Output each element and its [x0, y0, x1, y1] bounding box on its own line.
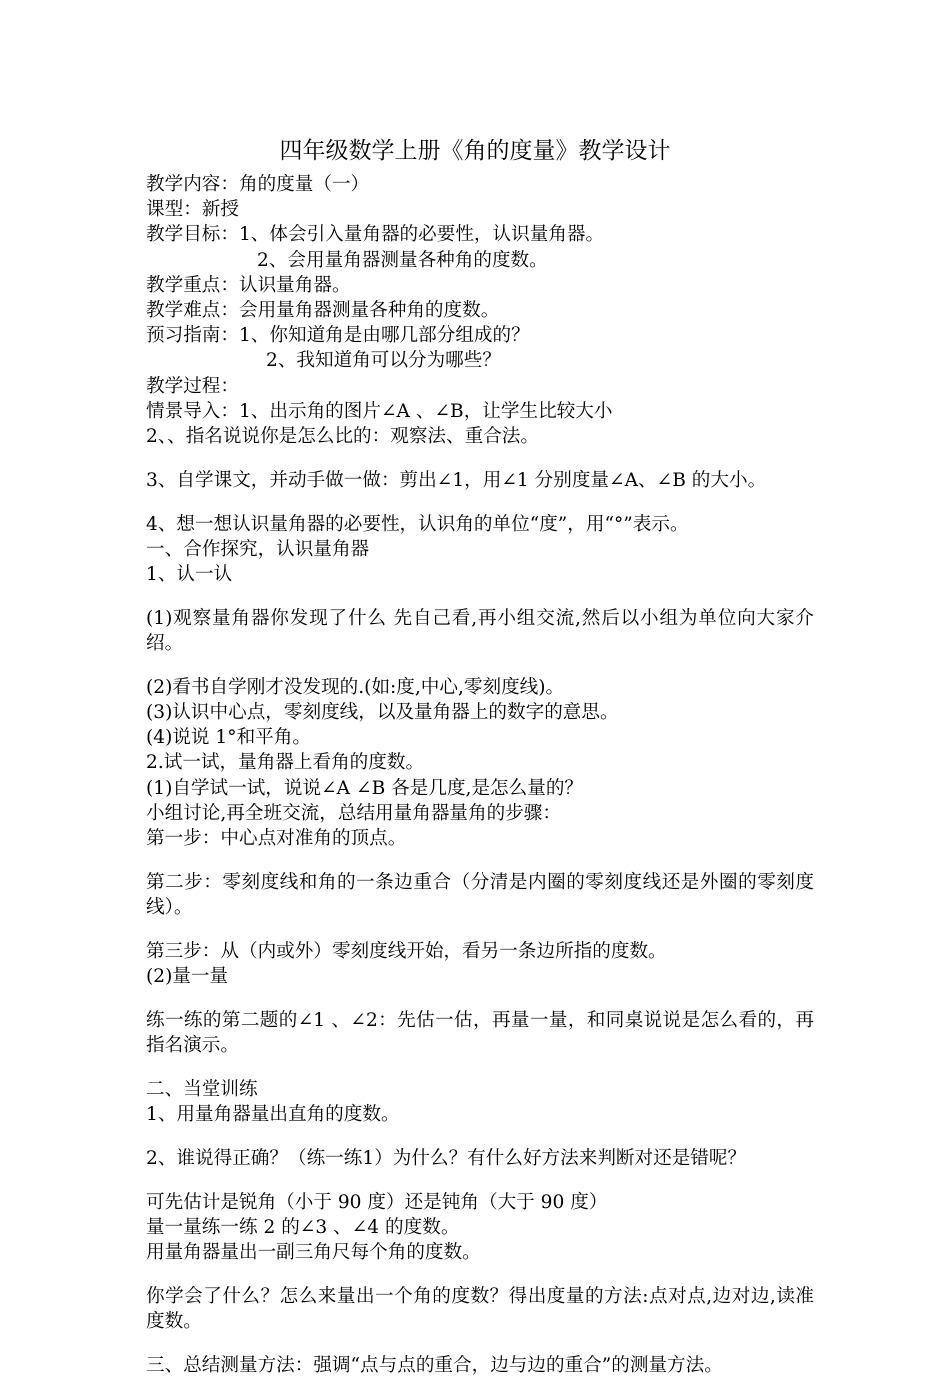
section-heading: 一、合作探究，认识量角器 [146, 538, 370, 560]
paragraph: 2、、指名说说你是怎么比的：观察法、重合法。 [146, 426, 539, 448]
lesson-content: 教学内容：角的度量（一） [146, 174, 370, 195]
paragraph: 用量角器量出一副三角尺每个角的度数。 [146, 1242, 481, 1264]
paragraph: (3)认识中心点，零刻度线，以及量角器上的数字的意思。 [146, 702, 619, 724]
teaching-difficulty: 教学难点：会用量角器测量各种角的度数。 [146, 300, 500, 322]
teaching-goal-1: 教学目标：1、体会引入量角器的必要性，认识量角器。 [146, 224, 605, 246]
paragraph: 2、谁说得正确？（练一练1）为什么？有什么好方法来判断对还是错呢？ [146, 1147, 747, 1169]
teaching-goal-2: 2、会用量角器测量各种角的度数。 [257, 249, 548, 271]
section-heading: 三、总结测量方法：强调“点与点的重合，边与边的重合”的测量方法。 [146, 1354, 723, 1376]
teaching-focus: 教学重点：认识量角器。 [146, 274, 351, 296]
paragraph: 可先估计是锐角（小于 90 度）还是钝角（大于 90 度） [146, 1191, 608, 1213]
step-3: 第三步：从（内或外）零刻度线开始，看另一条边所指的度数。 [146, 940, 667, 962]
paragraph: 你学会了什么？怎么来量出一个角的度数？得出度量的方法:点对点,边对边,读准度数。 [146, 1285, 814, 1333]
paragraph: 练一练的第二题的∠1 、∠2：先估一估，再量一量，和同桌说说是怎么看的，再指名演示。 [146, 1009, 814, 1057]
document-body [146, 172, 814, 1397]
step-1: 第一步：中心点对准角的顶点。 [146, 828, 407, 850]
paragraph: 小组讨论,再全班交流，总结用量角器量角的步骤： [146, 802, 561, 824]
paragraph: 情景导入：1、出示角的图片∠A 、∠B，让学生比较大小 [146, 400, 613, 422]
section-heading: 二、当堂训练 [146, 1078, 258, 1100]
paragraph: 量一量练一练 2 的∠3 、∠4 的度数。 [146, 1216, 460, 1238]
step-2: 第二步：零刻度线和角的一条边重合（分清是内圈的零刻度线还是外圈的零刻度线）。 [146, 871, 814, 919]
subsection-heading: 1、认一认 [146, 564, 233, 586]
paragraph: (2)量一量 [146, 966, 229, 988]
paragraph: (1)自学试一试，说说∠A ∠B 各是几度,是怎么量的？ [146, 777, 584, 799]
document-title: 四年级数学上册《角的度量》教学设计 [279, 138, 671, 164]
preview-guide-1: 预习指南：1、你知道角是由哪几部分组成的？ [146, 325, 530, 347]
subsection-heading: 2.试一试，量角器上看角的度数。 [146, 752, 425, 774]
paragraph: 4、想一想认识量角器的必要性，认识角的单位“度”，用“°”表示。 [146, 513, 689, 535]
paragraph: (4)说说 1°和平角。 [146, 727, 311, 749]
lesson-type: 课型：新授 [146, 199, 239, 221]
paragraph: (1)观察量角器你发现了什么 先自己看,再小组交流,然后以小组为单位向大家介绍。 [146, 607, 814, 655]
process-heading: 教学过程： [146, 375, 239, 397]
paragraph: 3、自学课文，并动手做一做：剪出∠1，用∠1 分别度量∠A、∠B 的大小。 [146, 469, 767, 491]
paragraph: (2)看书自学刚才没发现的.(如:度,中心,零刻度线)。 [146, 676, 565, 698]
paragraph: 1、用量角器量出直角的度数。 [146, 1104, 400, 1126]
preview-guide-2: 2、我知道角可以分为哪些？ [266, 350, 501, 372]
